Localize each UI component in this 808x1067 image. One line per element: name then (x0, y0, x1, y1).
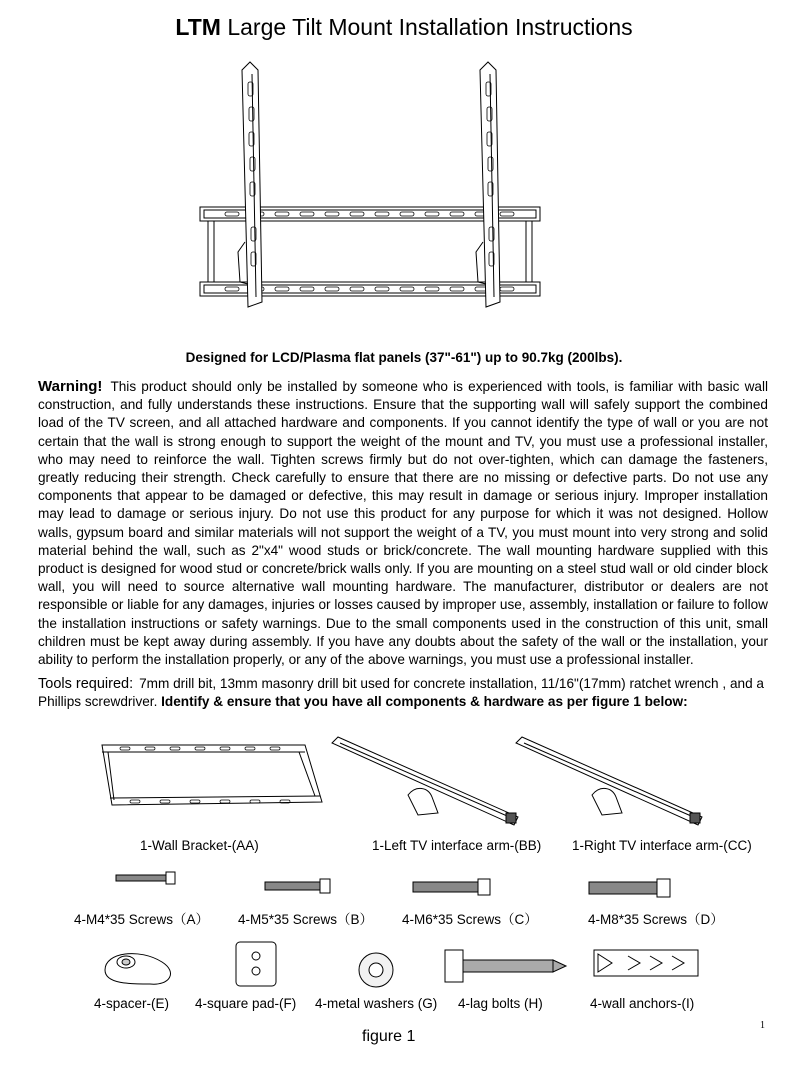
metal-washer-illustration (356, 950, 396, 990)
m4-screw-illustration (115, 871, 177, 885)
right-arm-illustration (512, 735, 712, 830)
warning-paragraph (38, 378, 768, 669)
screw-b-label: 4-M5*35 Screws（B） (238, 912, 374, 927)
lag-bolts-label: 4-lag bolts (H) (458, 996, 543, 1011)
warning-body: This product should only be installed by someone who is experienced with tools, is familiar with basic wall construction, and fully understands these instructions. Ensure that the supporting wall will safely support the combined load of the TV screen, and all attached hardware and components. If you cannot identify the type of wall or you are not certain that the wall is strong enough to support the weight of the mount and TV, you must use a professional installer, who may need to reinforce the wall. Tighten screws firmly but do not over-tighten, which can damage the fasteners, greatly reducing their strength. Check carefully to ensure that there are no missing or defective parts. Do not use any components that appear to be damaged or defective, this may result in damage or serious injury. Improper installation may lead to damage or serious injury. Do not use this product for any purpose for which it was not designed. Hollow walls, gypsum board and similar materials will not support the weight of a TV, you must mount into very strong and solid material behind the wall, such as 2"x4" wood studs or brick/concrete. The wall mounting hardware supplied with this product is designed for wood stud or concrete/brick walls only. If you are mounting on a steel stud wall or old cinder block wall, you will need to source alternative wall mounting hardware. The manufacturer, distributor or dealers are not responsible or liable for any damages, injuries or losses caused by improper use, assembly, installation or failure to follow the installation instructions or safety warnings. Due to the small components used in the construction of this unit, small children must be kept away during assembly. If you have any doubts about the safety of the wall or the installation, your ability to perform the installation properly, or any of the above warnings, you must use a professional installer. (38, 379, 768, 668)
spacer-illustration (100, 940, 180, 990)
page-number: 1 (760, 1020, 765, 1031)
wall-bracket-label: 1-Wall Bracket-(AA) (140, 838, 259, 853)
wall-anchor-illustration (592, 946, 702, 980)
title-rest: Large Tilt Mount Installation Instructions (220, 14, 633, 40)
warning-heading: Warning! (38, 378, 103, 395)
m6-screw-illustration (412, 878, 492, 896)
left-arm-illustration (328, 735, 528, 830)
m5-screw-illustration (264, 878, 332, 894)
right-arm-label: 1-Right TV interface arm-(CC) (572, 838, 752, 853)
tools-body: 7mm drill bit, 13mm masonry drill bit used for concrete installation, 11/16"(17mm) ratchet wrench , and a Phillips screwdriver. (38, 676, 764, 710)
lag-bolt-illustration (444, 948, 568, 984)
spacer-label: 4-spacer-(E) (94, 996, 170, 1011)
wall-bracket-illustration (100, 740, 330, 815)
screw-c-label: 4-M6*35 Screws（C） (402, 912, 538, 927)
page-title (0, 14, 808, 41)
screw-a-label: 4-M4*35 Screws（A） (74, 912, 210, 927)
tools-heading: Tools required: (38, 676, 134, 692)
title-bold: LTM (175, 14, 221, 40)
subtitle: Designed for LCD/Plasma flat panels (37"-61") up to 90.7kg (200lbs). (185, 350, 623, 365)
m8-screw-illustration (588, 878, 672, 898)
wall-anchors-label: 4-wall anchors-(I) (590, 996, 695, 1011)
tools-identify-note: Identify & ensure that you have all components & hardware as per figure 1 below: (161, 694, 688, 710)
square-pad-label: 4-square pad-(F) (195, 996, 297, 1011)
figure-caption: figure 1 (362, 1028, 416, 1045)
square-pad-illustration (234, 940, 278, 988)
screw-d-label: 4-M8*35 Screws（D） (588, 912, 724, 927)
left-arm-label: 1-Left TV interface arm-(BB) (372, 838, 542, 853)
tools-paragraph (38, 675, 773, 711)
mount-assembly-illustration (190, 52, 550, 317)
metal-washers-label: 4-metal washers (G) (315, 996, 438, 1011)
